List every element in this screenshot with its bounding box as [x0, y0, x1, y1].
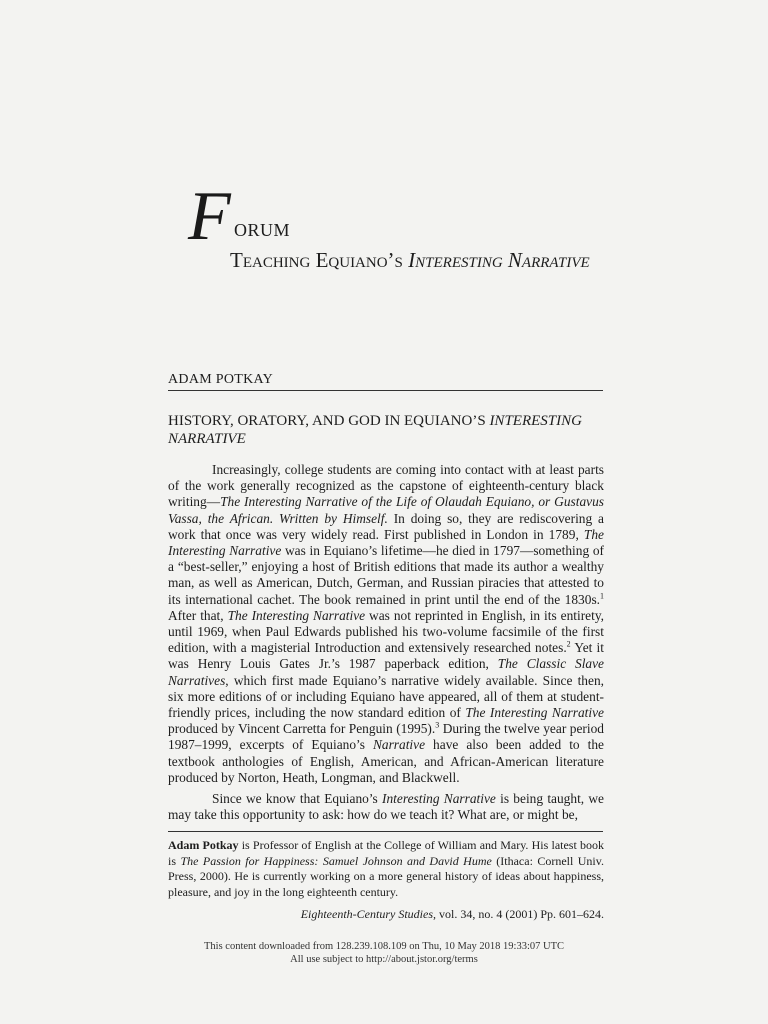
forum-title: [230, 246, 590, 275]
forum-title-roman: Teaching Equiano’s: [230, 248, 409, 272]
text-run: Increasingly, college students are coming into contact with at least parts of the work generally recognized as the capstone of eighteenth-century black writing—: [168, 462, 604, 510]
footnote-divider: [168, 831, 603, 832]
text-run: , which first made Equiano’s narrative widely available. Since then, six more editions of or including Equiano have appeared, all of them at student-friendly prices, including the now standard edition of: [168, 672, 604, 721]
footnote-author-name: Adam Potkay: [168, 838, 239, 852]
text-run: Yet it was Henry Louis Gates Jr.’s 1987 paperback edition,: [168, 640, 604, 672]
download-notice: [0, 940, 768, 966]
forum-dropcap: F: [188, 178, 231, 255]
forum-title-italic: Interesting Narrative: [408, 248, 590, 272]
text-run: Since we know that Equiano’s: [212, 791, 383, 807]
text-run: was in Equiano’s lifetime—he died in 1797—something of a “best-seller,” enjoying a host of British editions that made its author a wealthy man, as well as American, Dutch, German, and Russian piracies that attested to its international cachet. The book remained in print until the end of the 1830s.: [168, 543, 604, 607]
forum-header: [188, 178, 590, 302]
citation-details: vol. 34, no. 4 (2001) Pp. 601–624.: [436, 907, 604, 921]
author-footnote: [168, 838, 604, 900]
paragraph-1: [168, 462, 604, 786]
footnote-marker: 3: [435, 720, 440, 730]
text-run: is Professor of English at the College of William and Mary. His latest book is: [168, 838, 604, 868]
author-divider: [168, 390, 603, 391]
download-line-1: This content downloaded from 128.239.108.109 on Thu, 10 May 2018 19:33:07 UTC: [204, 941, 564, 952]
book-title: The Interesting Narrative: [168, 526, 604, 559]
paragraph-2: [168, 791, 604, 823]
text-run: (Ithaca: Cornell Univ. Press, 2000). He is currently working on a more general history of ideas about happiness, pleasure, and joy in the long eighteenth century.: [168, 853, 604, 899]
book-title: The Interesting Narrative of the Life of Olaudah Equiano, or Gustavus Vassa, the African. Written by Himself.: [168, 494, 604, 526]
body-text: [168, 462, 604, 823]
text-run: have also been added to the textbook anthologies of English, American, and African-American literature produced by Norton, Heath, Longman, and Blackwell.: [168, 737, 604, 785]
book-title: The Interesting Narrative: [465, 705, 604, 721]
text-run: During the twelve year period 1987–1999, excerpts of Equiano’s: [168, 721, 604, 753]
book-title: Interesting Narrative: [382, 791, 496, 807]
book-title: The Passion for Happiness: Samuel Johnson and David Hume: [180, 853, 492, 868]
text-run: After that,: [168, 607, 228, 623]
book-title: The Interesting Narrative: [227, 607, 366, 623]
book-title: The Classic Slave Narratives: [168, 656, 604, 688]
footnote-marker: 1: [600, 591, 604, 601]
forum-word: ORUM: [234, 220, 291, 240]
article-title-roman: HISTORY, ORATORY, AND GOD IN EQUIANO’S: [168, 413, 490, 429]
text-run: is being taught, we may take this opportunity to ask: how do we teach it? What are, or might be,: [168, 791, 604, 823]
book-title: Narrative: [372, 737, 426, 753]
text-run: was not reprinted in English, in its entirety, until 1969, when Paul Edwards published his two-volume facsimile of the first edition, with a magisterial Introduction and extensively researched notes.: [168, 607, 605, 656]
journal-citation: [301, 907, 604, 922]
article-title-italic: INTERESTING NARRATIVE: [168, 413, 582, 447]
text-run: In doing so, they are rediscovering a work that once was very widely read. First published in London in 1789,: [168, 510, 604, 542]
journal-name: Eighteenth-Century Studies,: [300, 907, 436, 921]
text-run: produced by Vincent Carretta for Penguin (1995).: [168, 721, 436, 737]
article-title: [168, 412, 608, 448]
footnote-marker: 2: [566, 639, 571, 649]
download-line-2[interactable]: All use subject to http://about.jstor.org/terms: [290, 954, 478, 965]
author-name: ADAM POTKAY: [168, 372, 274, 387]
